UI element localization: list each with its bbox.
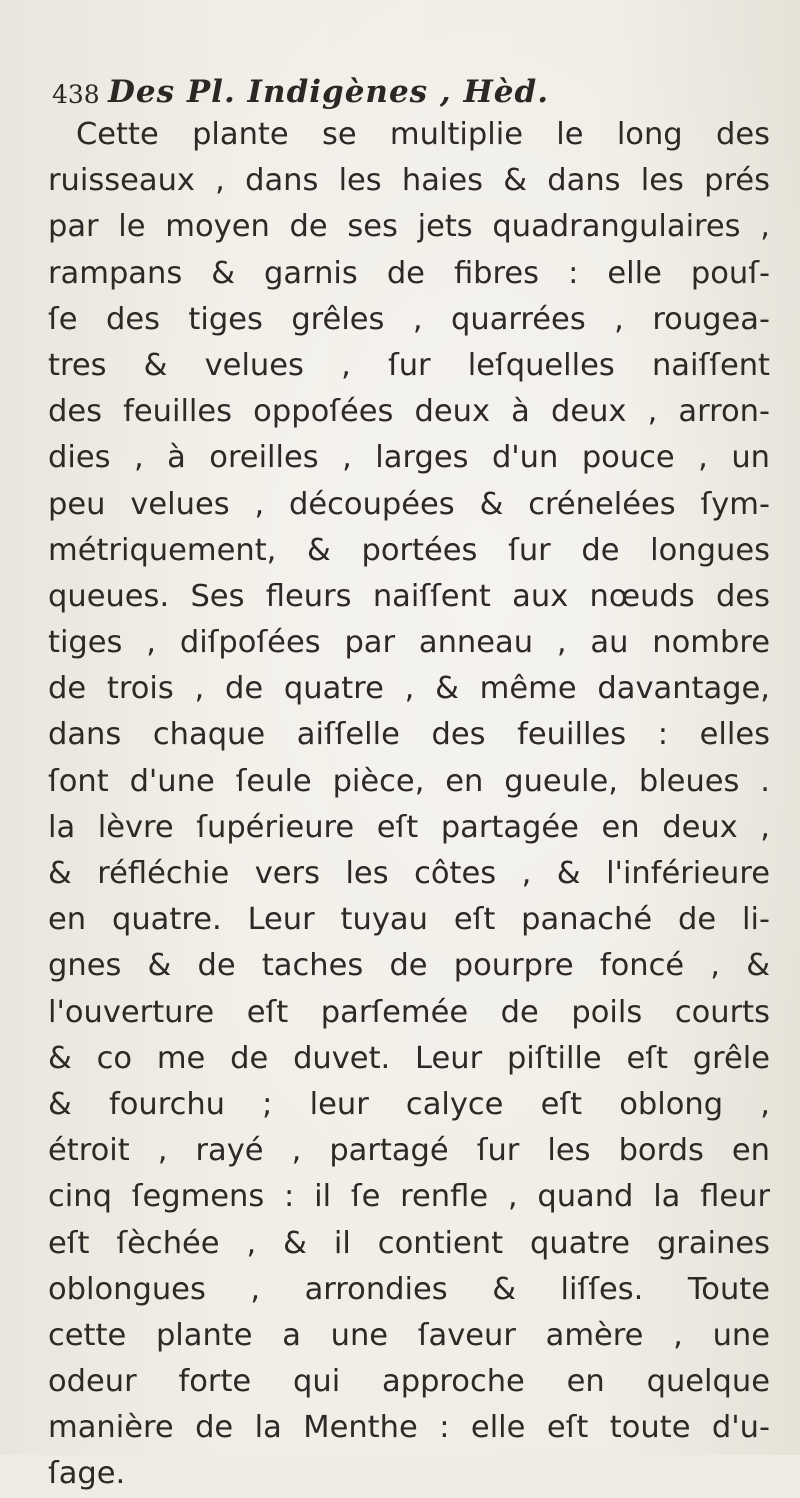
text-line: par le moyen de ses jets quadrangulaires , xyxy=(48,209,770,245)
text-line: étroit , rayé , partagé ſur les bords en xyxy=(48,1133,770,1169)
text-line: queues. Ses fleurs naiſſent aux nœuds des xyxy=(48,578,770,614)
text-line: tres & velues , ſur leſquelles naiſſent xyxy=(48,347,770,383)
text-line: ſage. xyxy=(48,1456,126,1492)
text-line: manière de la Menthe : elle eſt toute d'u- xyxy=(48,1410,770,1446)
text-line: l'ouverture eſt parſemée de poils courts xyxy=(48,994,770,1030)
text-line: dans chaque aiſſelle des feuilles : elles xyxy=(48,717,770,753)
text-line: gnes & de taches de pourpre foncé , & xyxy=(48,948,770,984)
running-title: Des Pl. Indigènes , Hèd. xyxy=(108,74,549,110)
text-line: la lèvre ſupérieure eſt partagée en deux , xyxy=(48,809,770,845)
text-line: dies , à oreilles , larges d'un pouce , un xyxy=(48,440,770,476)
text-line: Cette plante se multiplie le long des xyxy=(76,117,770,152)
text-line: cette plante a une ſaveur amère , une xyxy=(48,1317,770,1353)
text-line: des feuilles oppoſées deux à deux , arron- xyxy=(48,394,770,430)
text-line: & co me de duvet. Leur piſtille eſt grêle xyxy=(48,1040,770,1076)
text-line: de trois , de quatre , & même davantage, xyxy=(48,671,770,707)
text-line: métriquement, & portées ſur de longues xyxy=(48,532,770,568)
text-line: eſt ſèchée , & il contient quatre graines xyxy=(48,1225,770,1261)
text-line: en quatre. Leur tuyau eſt panaché de li- xyxy=(48,902,770,938)
text-line: ruisseaux , dans les haies & dans les prés xyxy=(48,163,770,199)
text-line: oblongues , arrondies & liſſes. Toute xyxy=(48,1271,770,1307)
text-line: tiges , diſpoſées par anneau , au nombre xyxy=(48,625,770,661)
page-number: 438 xyxy=(52,80,100,109)
text-line: ſont d'une ſeule pièce, en gueule, bleues . xyxy=(48,763,770,799)
text-line: & fourchu ; leur calyce eſt oblong , xyxy=(48,1086,770,1122)
text-line: ſe des tiges grêles , quarrées , rougea- xyxy=(48,301,770,337)
text-line: & réfléchie vers les côtes , & l'inférieure xyxy=(48,856,770,891)
text-line: rampans & garnis de fibres : elle pouſ- xyxy=(48,255,770,291)
text-line: odeur forte qui approche en quelque xyxy=(48,1364,770,1400)
text-line: cinq ſegmens : il ſe renfle , quand la fleur xyxy=(48,1179,770,1215)
text-line: peu velues , découpées & crénelées ſym- xyxy=(48,486,770,522)
body-paragraph xyxy=(48,112,770,1498)
